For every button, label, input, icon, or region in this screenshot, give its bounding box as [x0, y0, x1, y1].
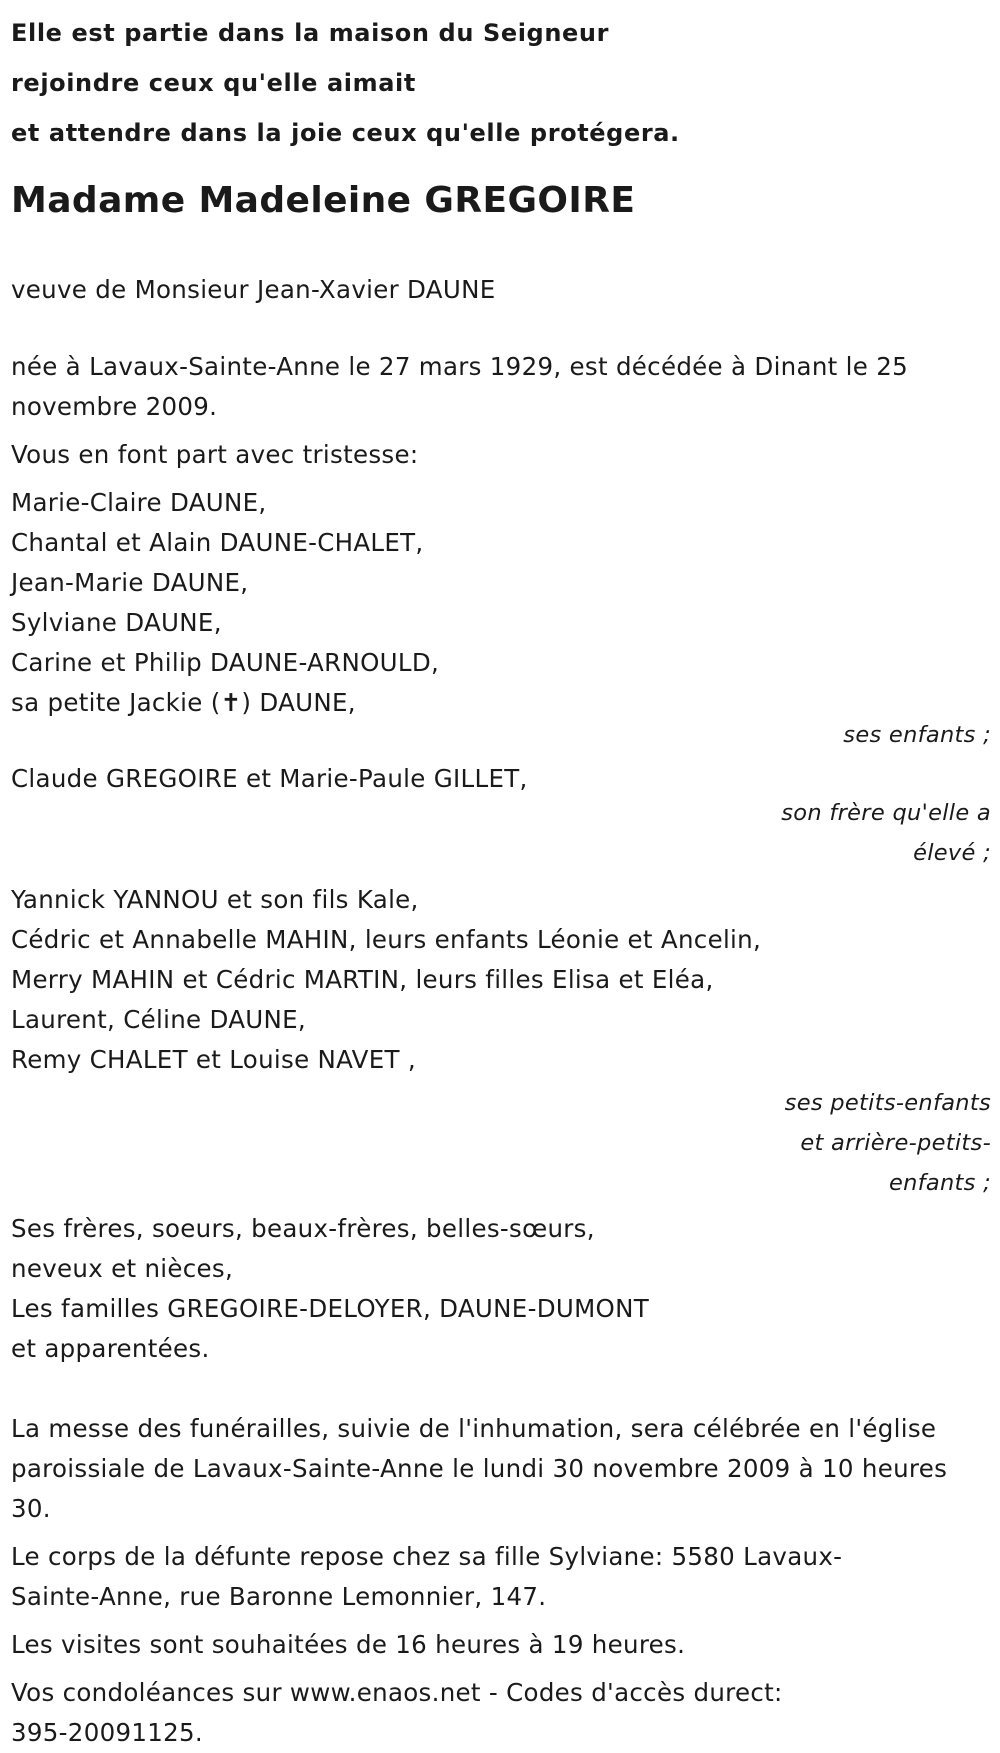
funeral-line: paroissiale de Lavaux-Sainte-Anne le lundi 30 novembre 2009 à 10 heures	[11, 1454, 948, 1483]
body-location-line: Le corps de la défunte repose chez sa fille Sylviane: 5580 Lavaux-	[11, 1542, 843, 1571]
list-item: Marie-Claire DAUNE,	[11, 488, 267, 517]
epitaph-line: Elle est partie dans la maison du Seigneur	[11, 19, 610, 47]
extended-family-list	[11, 1209, 996, 1369]
grandchildren-role	[761, 1083, 991, 1203]
condolences-info	[11, 1673, 996, 1753]
announcement: Vous en font part avec tristesse:	[11, 440, 419, 469]
brother-role	[761, 793, 991, 873]
list-item: Remy CHALET et Louise NAVET ,	[11, 1045, 416, 1074]
list-item: sa petite Jackie (✝) DAUNE,	[11, 688, 356, 717]
deceased-name: Madame Madeleine GREGOIRE	[11, 180, 636, 221]
grandchildren-role-line: enfants ;	[888, 1170, 991, 1196]
brother-role-line: son frère qu'elle a	[781, 800, 991, 826]
children-role: ses enfants ;	[843, 722, 991, 748]
birth-death-line: novembre 2009.	[11, 392, 218, 421]
list-item: Merry MAHIN et Cédric MARTIN, leurs filles Elisa et Eléa,	[11, 965, 714, 994]
widow-of: veuve de Monsieur Jean-Xavier DAUNE	[11, 275, 496, 304]
grandchildren-list	[11, 880, 996, 1080]
list-item: Cédric et Annabelle MAHIN, leurs enfants Léonie et Ancelin,	[11, 925, 762, 954]
birth-death-line: née à Lavaux-Sainte-Anne le 27 mars 1929, est décédée à Dinant le 25	[11, 352, 908, 381]
visiting-hours: Les visites sont souhaitées de 16 heures à 19 heures.	[11, 1630, 686, 1659]
list-item: Yannick YANNOU et son fils Kale,	[11, 885, 419, 914]
list-item: et apparentées.	[11, 1334, 210, 1363]
epitaph-line: et attendre dans la joie ceux qu'elle protégera.	[11, 119, 680, 147]
funeral-line: 30.	[11, 1494, 51, 1523]
epitaph-line: rejoindre ceux qu'elle aimait	[11, 69, 416, 97]
funeral-line: La messe des funérailles, suivie de l'inhumation, sera célébrée en l'église	[11, 1414, 937, 1443]
list-item: Carine et Philip DAUNE-ARNOULD,	[11, 648, 440, 677]
list-item: Laurent, Céline DAUNE,	[11, 1005, 307, 1034]
funeral-info	[11, 1409, 996, 1529]
list-item: Les familles GREGOIRE-DELOYER, DAUNE-DUMONT	[11, 1294, 650, 1323]
brother-role-line: élevé ;	[913, 840, 991, 866]
grandchildren-role-line: ses petits-enfants	[784, 1090, 991, 1116]
children-list	[11, 483, 996, 723]
list-item: Sylviane DAUNE,	[11, 608, 222, 637]
list-item: Claude GREGOIRE et Marie-Paule GILLET,	[11, 764, 528, 793]
body-location-line: Sainte-Anne, rue Baronne Lemonnier, 147.	[11, 1582, 547, 1611]
list-item: Jean-Marie DAUNE,	[11, 568, 249, 597]
condolences-line: Vos condoléances sur www.enaos.net - Codes d'accès durect:	[11, 1678, 783, 1707]
list-item: Chantal et Alain DAUNE-CHALET,	[11, 528, 424, 557]
condolences-line: 395-20091125.	[11, 1718, 203, 1747]
birth-death-info	[11, 347, 996, 427]
epitaph	[11, 0, 996, 158]
obituary-column	[11, 0, 996, 1753]
list-item: neveux et nièces,	[11, 1254, 234, 1283]
grandchildren-role-line: et arrière-petits-	[800, 1130, 991, 1156]
list-item: Ses frères, soeurs, beaux-frères, belles-sœurs,	[11, 1214, 595, 1243]
body-location	[11, 1537, 996, 1617]
